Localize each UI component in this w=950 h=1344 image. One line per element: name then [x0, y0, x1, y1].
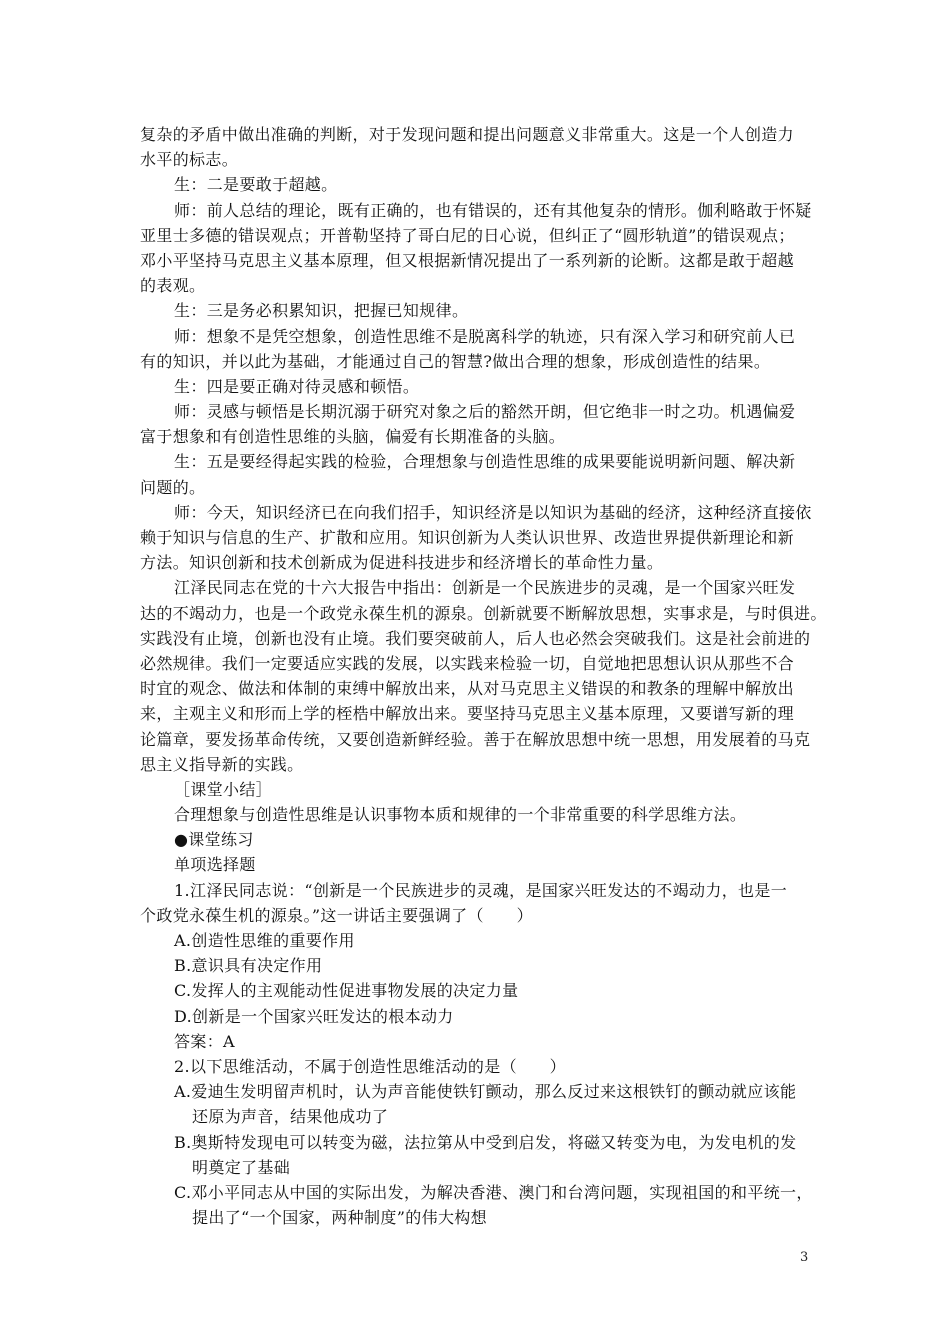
text-line: 水平的标志。: [140, 150, 239, 170]
option-line: B.意识具有决定作用: [174, 956, 323, 976]
question-line: 2.以下思维活动，不属于创造性思维活动的是（ ）: [174, 1056, 567, 1076]
text-line: 达的不竭动力，也是一个政党永葆生机的源泉。创新就要不断解放思想，实事求是，与时俱进。: [140, 603, 827, 623]
text-line: 师：灵感与顿悟是长期沉溺于研究对象之后的豁然开朗，但它绝非一时之功。机遇偏爱: [174, 402, 796, 422]
text-line: 江泽民同志在党的十六大报告中指出：创新是一个民族进步的灵魂，是一个国家兴旺发: [174, 578, 796, 598]
body-text: [140, 122, 827, 1230]
text-line: 邓小平坚持马克思主义基本原理，但又根据新情况提出了一系列新的论断。这都是敢于超越: [140, 250, 795, 270]
text-line: 合理想象与创造性思维是认识事物本质和规律的一个非常重要的科学思维方法。: [174, 805, 747, 825]
text-line: 生：三是务必积累知识，把握已知规律。: [174, 301, 469, 321]
text-line: 生：四是要正确对待灵感和顿悟。: [174, 376, 420, 396]
text-line: 生：五是要经得起实践的检验，合理想象与创造性思维的成果要能说明新问题、解决新: [174, 452, 796, 472]
text-line: 来，主观主义和形而上学的桎梏中解放出来。要坚持马克思主义基本原理，又要谱写新的理: [140, 704, 795, 724]
text-line: 师：想象不是凭空想象，创造性思维不是脱离科学的轨迹，只有深入学习和研究前人已: [174, 326, 796, 346]
option-line: C.发挥人的主观能动性促进事物发展的决定力量: [174, 981, 519, 1001]
text-line: 的表观。: [140, 276, 206, 296]
text-line: 师：今天，知识经济已在向我们招手，知识经济是以知识为基础的经济，这种经济直接依: [174, 502, 812, 522]
text-line: 必然规律。我们一定要适应实践的发展，以实践来检验一切，自觉地把思想认识从那些不合: [140, 653, 795, 673]
text-line: 实践没有止境，创新也没有止境。我们要突破前人，后人也必然会突破我们。这是社会前进的: [140, 628, 811, 648]
text-line: 思主义指导新的实践。: [140, 754, 304, 774]
text-line: 单项选择题: [174, 855, 256, 875]
option-line: C.邓小平同志从中国的实际出发，为解决香港、澳门和台湾问题，实现祖国的和平统一，: [174, 1182, 813, 1202]
text-line: 论篇章，要发扬革命传统，又要创造新鲜经验。善于在解放思想中统一思想，用发展着的马克: [140, 729, 811, 749]
option-line: B.奥斯特发现电可以转变为磁，法拉第从中受到启发，将磁又转变为电，为发电机的发: [174, 1132, 797, 1152]
page-number: 3: [800, 1250, 809, 1265]
answer-line: 答案：A: [174, 1031, 235, 1051]
text-line: 有的知识，并以此为基础，才能通过自己的智慧?做出合理的想象，形成创造性的结果。: [140, 351, 771, 371]
option-line: 提出了“一个国家，两种制度”的伟大构想: [192, 1208, 488, 1228]
option-line: A.爱迪生发明留声机时，认为声音能使铁钉颤动，那么反过来这根铁钉的颤动就应该能: [174, 1082, 797, 1102]
option-line: 还原为声音，结果他成功了: [192, 1107, 389, 1127]
text-line: 方法。知识创新和技术创新成为促进科技进步和经济增长的革命性力量。: [140, 553, 664, 573]
text-line: 复杂的矛盾中做出准确的判断，对于发现问题和提出问题意义非常重大。这是一个人创造力: [140, 125, 795, 144]
option-line: 明奠定了基础: [192, 1157, 291, 1177]
text-line: 时宜的观念、做法和体制的束缚中解放出来，从对马克思主义错误的和教条的理解中解放出: [140, 679, 795, 699]
text-line: 问题的。: [140, 477, 206, 497]
text-line: 生：二是要敢于超越。: [174, 175, 338, 195]
question-line: 个政党永葆生机的源泉。”这一讲话主要强调了（ ）: [140, 905, 533, 925]
section-heading: ●课堂练习: [174, 830, 254, 850]
section-heading: ［课堂小结］: [174, 779, 273, 799]
text-line: 师：前人总结的理论，既有正确的，也有错误的，还有其他复杂的情形。伽利略敢于怀疑: [174, 200, 812, 220]
question-line: 1.江泽民同志说：“创新是一个民族进步的灵魂，是国家兴旺发达的不竭动力，也是一: [174, 880, 788, 900]
option-line: A.创造性思维的重要作用: [174, 931, 355, 950]
text-line: 亚里士多德的错误观点；开普勒坚持了哥白尼的日心说，但纠正了“圆形轨道”的错误观点；: [140, 225, 795, 245]
text-line: 富于想象和有创造性思维的头脑，偏爱有长期准备的头脑。: [140, 427, 566, 447]
text-line: 赖于知识与信息的生产、扩散和应用。知识创新为人类认识世界、改造世界提供新理论和新: [140, 528, 795, 547]
option-line: D.创新是一个国家兴旺发达的根本动力: [174, 1006, 454, 1026]
